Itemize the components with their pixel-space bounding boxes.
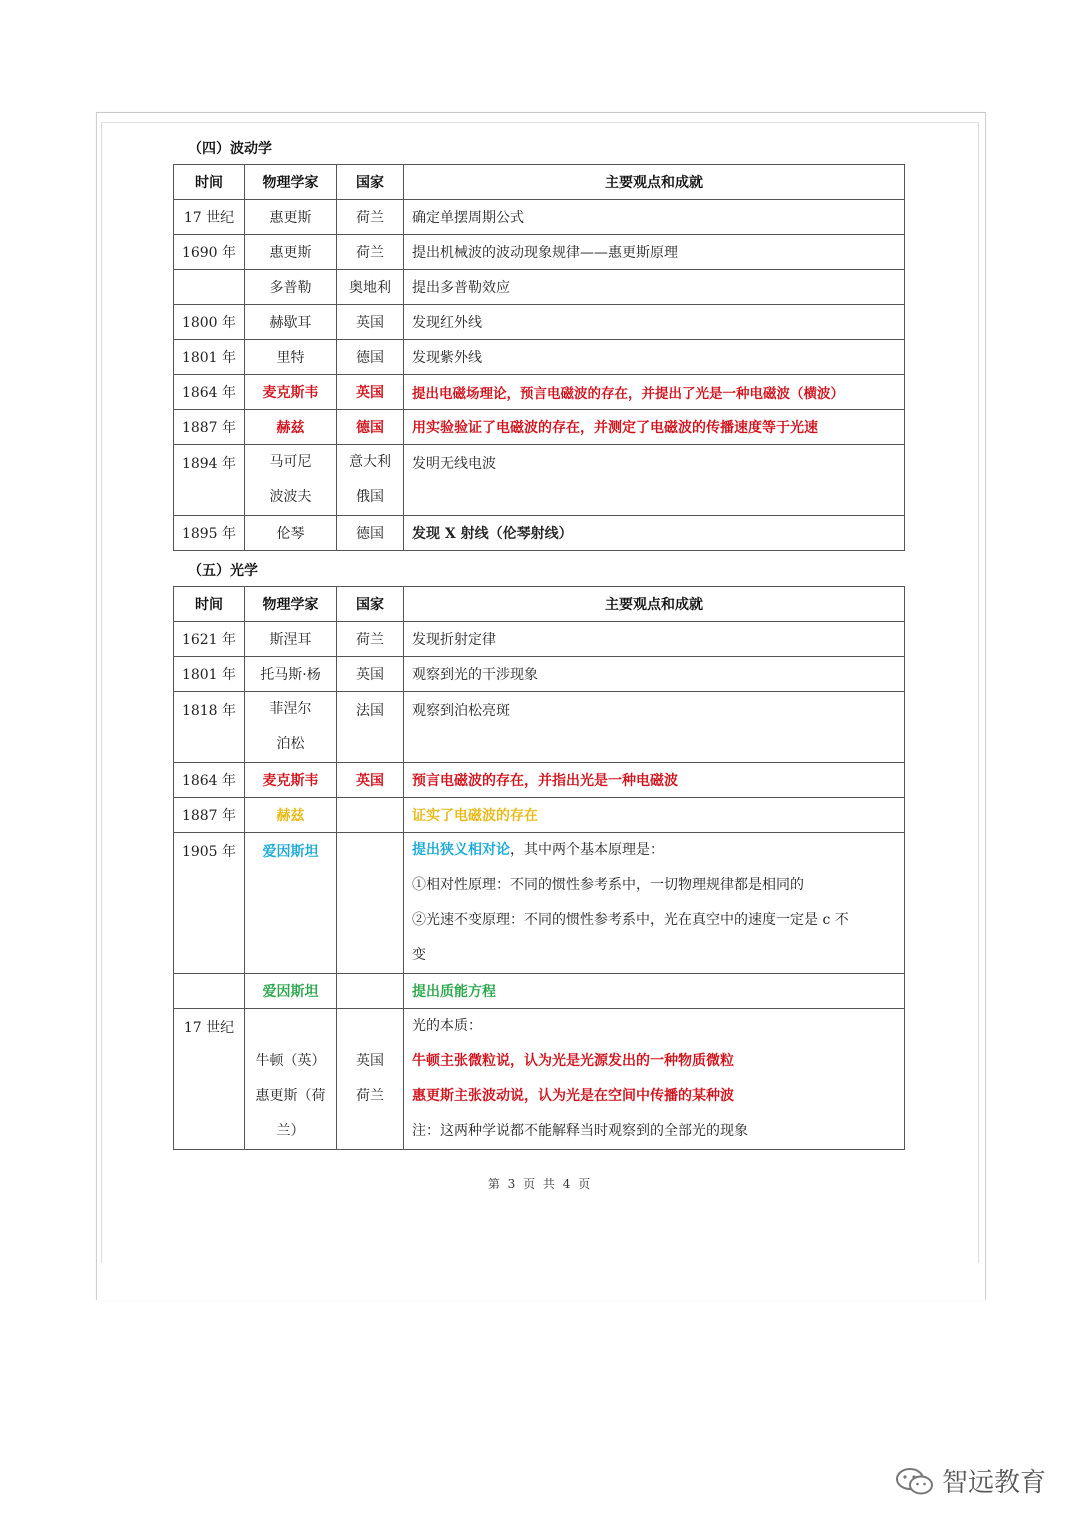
cell-time: 1905 年: [174, 833, 245, 974]
cell-country: 荷兰: [337, 622, 404, 657]
table-row: [174, 410, 905, 445]
achievement-line: 惠更斯主张波动说，认为光是在空间中传播的某种波: [412, 1088, 734, 1104]
cell-achievement: 发现折射定律: [404, 622, 905, 657]
header-achievement: 主要观点和成就: [404, 165, 905, 200]
cell-achievement: 确定单摆周期公式: [404, 200, 905, 235]
country-line: 俄国: [356, 489, 384, 505]
country-line: [337, 1114, 403, 1149]
cell-physicist: 爱因斯坦: [245, 974, 337, 1009]
achievement-line: 牛顿主张微粒说，认为光是光源发出的一种物质微粒: [412, 1053, 734, 1069]
cell-country: 英国: [337, 657, 404, 692]
cell-achievement: 提出质能方程: [404, 974, 905, 1009]
cell-country: 荷兰: [337, 200, 404, 235]
achievement-line: ②光速不变原理：不同的惯性参考系中，光在真空中的速度一定是 c 不: [412, 912, 849, 928]
physicist-line: 惠更斯（荷: [255, 1088, 326, 1104]
cell-country: [337, 974, 404, 1009]
physicist-line: [245, 1009, 336, 1044]
table-row: [174, 833, 905, 974]
cell-achievement: 预言电磁波的存在，并指出光是一种电磁波: [404, 763, 905, 798]
table-row: [174, 445, 905, 516]
cell-physicist: 赫歇耳: [245, 305, 337, 340]
cell-physicist: 赫兹: [245, 798, 337, 833]
physicist-line: 泊松: [276, 736, 305, 752]
cell-time: 1894 年: [174, 445, 245, 516]
cell-country: 德国: [337, 516, 404, 551]
table-header-row: [174, 587, 905, 622]
cell-time: 1621 年: [174, 622, 245, 657]
cell-time: 17 世纪: [174, 200, 245, 235]
cell-time: 1801 年: [174, 657, 245, 692]
cell-physicist: 惠更斯: [245, 235, 337, 270]
cell-time: 1887 年: [174, 410, 245, 445]
cell-physicist: 伦琴: [245, 516, 337, 551]
physicist-line: 波波夫: [269, 489, 312, 505]
table-row: [174, 200, 905, 235]
country-line: [337, 1009, 403, 1044]
achievement-line: 光的本质：: [412, 1018, 482, 1034]
physicist-line: 兰）: [276, 1123, 305, 1139]
cell-achievement: 用实验验证了电磁波的存在，并测定了电磁波的传播速度等于光速: [404, 410, 905, 445]
header-country: 国家: [337, 165, 404, 200]
header-time: 时间: [174, 165, 245, 200]
country-line: 意大利: [349, 454, 391, 470]
cell-country: [337, 833, 404, 974]
country-line: 英国: [356, 1053, 384, 1069]
country-line: 荷兰: [356, 1088, 384, 1104]
table-row: [174, 305, 905, 340]
header-country: 国家: [337, 587, 404, 622]
cell-physicist: 麦克斯韦: [245, 375, 337, 410]
cell-achievement: 观察到光的干涉现象: [404, 657, 905, 692]
table-row: [174, 375, 905, 410]
header-physicist: 物理学家: [245, 587, 337, 622]
cell-physicist: [245, 692, 337, 763]
cell-achievement: 提出电磁场理论，预言电磁波的存在，并提出了光是一种电磁波（横波）: [404, 375, 905, 410]
cell-country: 英国: [337, 305, 404, 340]
waves-table: [173, 164, 905, 551]
cell-time: 17 世纪: [174, 1009, 245, 1150]
cell-physicist: 麦克斯韦: [245, 763, 337, 798]
cell-physicist: 赫兹: [245, 410, 337, 445]
achievement-line: 注：这两种学说都不能解释当时观察到的全部光的现象: [412, 1123, 748, 1139]
cell-time: 1864 年: [174, 763, 245, 798]
cell-time: 1864 年: [174, 375, 245, 410]
physicist-line: 马可尼: [269, 454, 312, 470]
table-row: [174, 692, 905, 763]
cell-country: 英国: [337, 375, 404, 410]
cell-country: 法国: [337, 692, 404, 763]
physicist-line: 菲涅尔: [269, 701, 312, 717]
cell-country: [337, 445, 404, 516]
cell-time: 1690 年: [174, 235, 245, 270]
table-row: [174, 974, 905, 1009]
cell-country: 英国: [337, 763, 404, 798]
table-row: [174, 657, 905, 692]
cell-achievement: 发明无线电波: [404, 445, 905, 516]
header-achievement: 主要观点和成就: [404, 587, 905, 622]
cell-achievement: 发现 X 射线（伦琴射线）: [404, 516, 905, 551]
cell-country: [337, 1009, 404, 1150]
table-row: [174, 270, 905, 305]
header-time: 时间: [174, 587, 245, 622]
table-row: [174, 340, 905, 375]
cell-achievement: 观察到泊松亮斑: [404, 692, 905, 763]
table-header-row: [174, 165, 905, 200]
cell-achievement: [404, 833, 905, 974]
achievement-highlight: 提出狭义相对论: [412, 842, 510, 858]
page-footer: 第 3 页 共 4 页: [487, 1177, 593, 1191]
cell-country: [337, 798, 404, 833]
cell-country: 德国: [337, 410, 404, 445]
watermark: [894, 1462, 1046, 1499]
physicist-line: 牛顿（英）: [255, 1053, 326, 1069]
cell-achievement: 发现红外线: [404, 305, 905, 340]
cell-time: 1800 年: [174, 305, 245, 340]
cell-achievement: 发现紫外线: [404, 340, 905, 375]
cell-time: [174, 974, 245, 1009]
cell-physicist: 多普勒: [245, 270, 337, 305]
optics-table: [173, 586, 905, 1150]
header-physicist: 物理学家: [245, 165, 337, 200]
achievement-text: ，其中两个基本原理是：: [510, 842, 664, 858]
cell-achievement: 证实了电磁波的存在: [404, 798, 905, 833]
cell-achievement: 提出多普勒效应: [404, 270, 905, 305]
cell-physicist: 惠更斯: [245, 200, 337, 235]
cell-time: 1895 年: [174, 516, 245, 551]
cell-physicist: 斯涅耳: [245, 622, 337, 657]
cell-country: 荷兰: [337, 235, 404, 270]
achievement-line: [412, 833, 904, 868]
section-title-waves: （四）波动学: [188, 141, 272, 157]
table-row: [174, 1009, 905, 1150]
table-row: [174, 622, 905, 657]
table-row: [174, 516, 905, 551]
watermark-text: 智远教育: [941, 1468, 1046, 1498]
cell-time: 1801 年: [174, 340, 245, 375]
table-row: [174, 763, 905, 798]
cell-time: [174, 270, 245, 305]
cell-time: 1887 年: [174, 798, 245, 833]
cell-achievement: 提出机械波的波动现象规律——惠更斯原理: [404, 235, 905, 270]
cell-physicist: 里特: [245, 340, 337, 375]
achievement-line: ①相对性原理：不同的惯性参考系中，一切物理规律都是相同的: [412, 877, 804, 893]
cell-physicist: 托马斯·杨: [245, 657, 337, 692]
cell-physicist: [245, 445, 337, 516]
cell-time: 1818 年: [174, 692, 245, 763]
cell-country: 奥地利: [337, 270, 404, 305]
cell-country: 德国: [337, 340, 404, 375]
wechat-icon: [894, 1466, 936, 1496]
cell-physicist: 爱因斯坦: [245, 833, 337, 974]
achievement-line: 变: [412, 947, 426, 963]
table-row: [174, 798, 905, 833]
table-row: [174, 235, 905, 270]
cell-physicist: [245, 1009, 337, 1150]
section-title-optics: （五）光学: [188, 563, 258, 579]
cell-achievement: [404, 1009, 905, 1150]
